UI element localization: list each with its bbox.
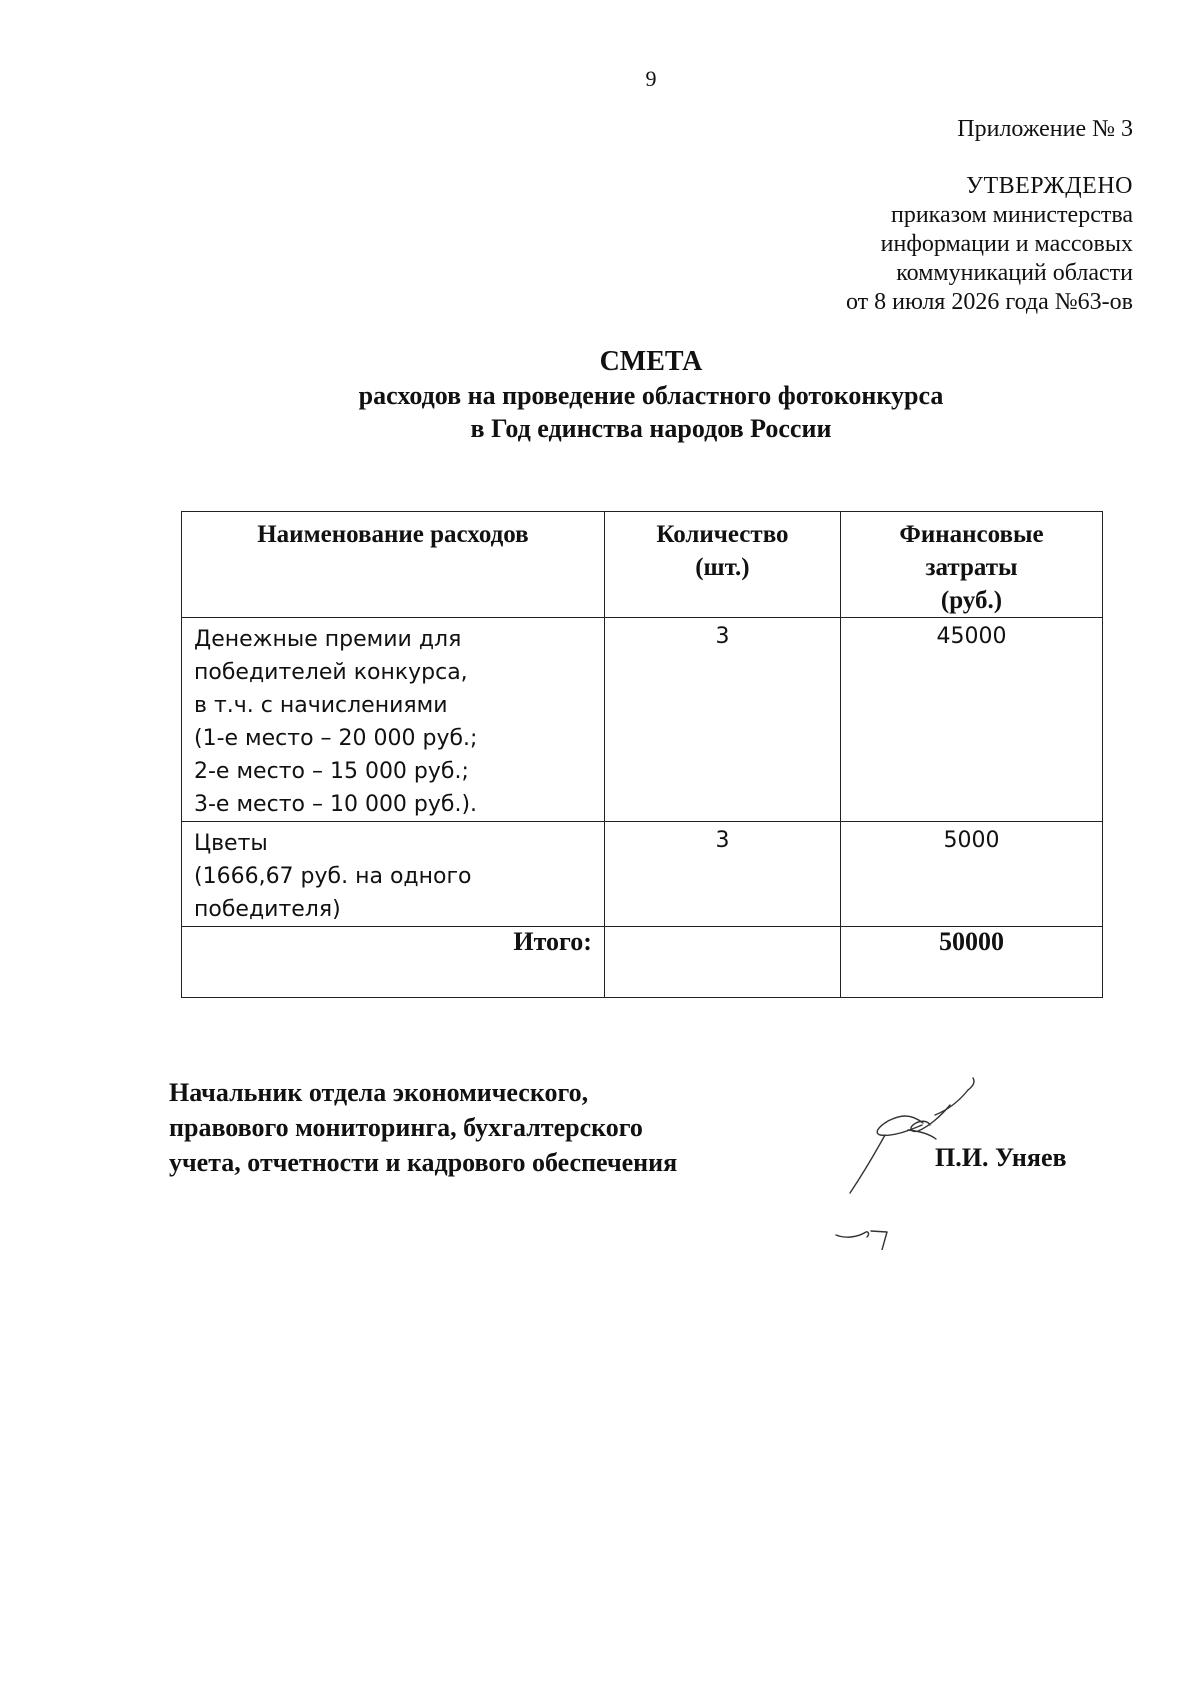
signature-stroke <box>968 1078 974 1090</box>
signatory-position <box>169 1075 677 1180</box>
approval-line: коммуникаций области <box>896 260 1133 286</box>
expense-name-line: победителя) <box>194 897 341 922</box>
approval-block <box>846 172 1133 317</box>
header-quantity-text: Количество <box>656 521 789 548</box>
position-line: учета, отчетности и кадрового обеспечения <box>169 1148 678 1177</box>
header-cost-unit: (руб.) <box>940 587 1003 614</box>
table-header-row <box>182 512 1103 618</box>
signature-stroke <box>877 1116 923 1135</box>
title-subtitle-line: в Год единства народов России <box>470 414 832 443</box>
document-title <box>0 345 1200 445</box>
approval-line: информации и массовых <box>880 231 1133 257</box>
title-main: СМЕТА <box>599 346 703 377</box>
signature-stroke <box>935 1090 968 1115</box>
expense-name-line: в т.ч. с начислениями <box>194 693 448 718</box>
position-line: Начальник отдела экономического, <box>169 1078 589 1107</box>
position-line: правового мониторинга, бухгалтерского <box>169 1113 643 1142</box>
cost-cell: 5000 <box>840 822 1102 927</box>
signer-name: П.И. Уняев <box>935 1143 1067 1172</box>
quantity-cell: 3 <box>604 618 840 822</box>
expense-name-line: 3-е место – 10 000 руб.). <box>194 792 478 817</box>
expense-name-cell <box>182 618 605 822</box>
signature-stroke <box>850 1135 885 1193</box>
expense-name-line: Цветы <box>194 831 268 856</box>
expense-name-line: победителей конкурса, <box>194 660 468 685</box>
expense-name-line: (1-е место – 20 000 руб.; <box>194 726 478 751</box>
total-label: Итого: <box>182 927 605 998</box>
total-row <box>182 927 1103 998</box>
expense-name-line: 2-е место – 15 000 руб.; <box>194 759 469 784</box>
header-name-text: Наименование расходов <box>257 521 529 548</box>
cost-cell: 45000 <box>840 618 1102 822</box>
header-quantity-unit: (шт.) <box>695 554 750 581</box>
header-cost-text: Финансовые <box>899 521 1044 548</box>
header-name <box>182 512 605 618</box>
header-quantity <box>604 512 840 618</box>
approval-line: приказом министерства <box>890 202 1133 228</box>
table-row <box>182 822 1103 927</box>
table-row <box>182 618 1103 822</box>
expense-name-line: Денежные премии для <box>194 627 462 652</box>
appendix-label: Приложение № 3 <box>957 116 1133 142</box>
total-cost: 50000 <box>840 927 1102 998</box>
budget-table <box>181 511 1103 998</box>
title-subtitle-line: расходов на проведение областного фотоконкурса <box>358 381 944 410</box>
approval-order-line: от 8 июля 2026 года №63-ов <box>845 289 1133 315</box>
signature-stroke <box>871 1231 887 1250</box>
expense-name-line: (1666,67 руб. на одного <box>194 864 472 889</box>
header-cost-text: затраты <box>925 554 1018 581</box>
total-quantity-cell <box>604 927 840 998</box>
header-cost <box>840 512 1102 618</box>
quantity-cell: 3 <box>604 822 840 927</box>
signature-stroke <box>836 1232 869 1237</box>
page-number: 9 <box>645 66 657 91</box>
approval-title: УТВЕРЖДЕНО <box>965 173 1133 199</box>
expense-name-cell <box>182 822 605 927</box>
